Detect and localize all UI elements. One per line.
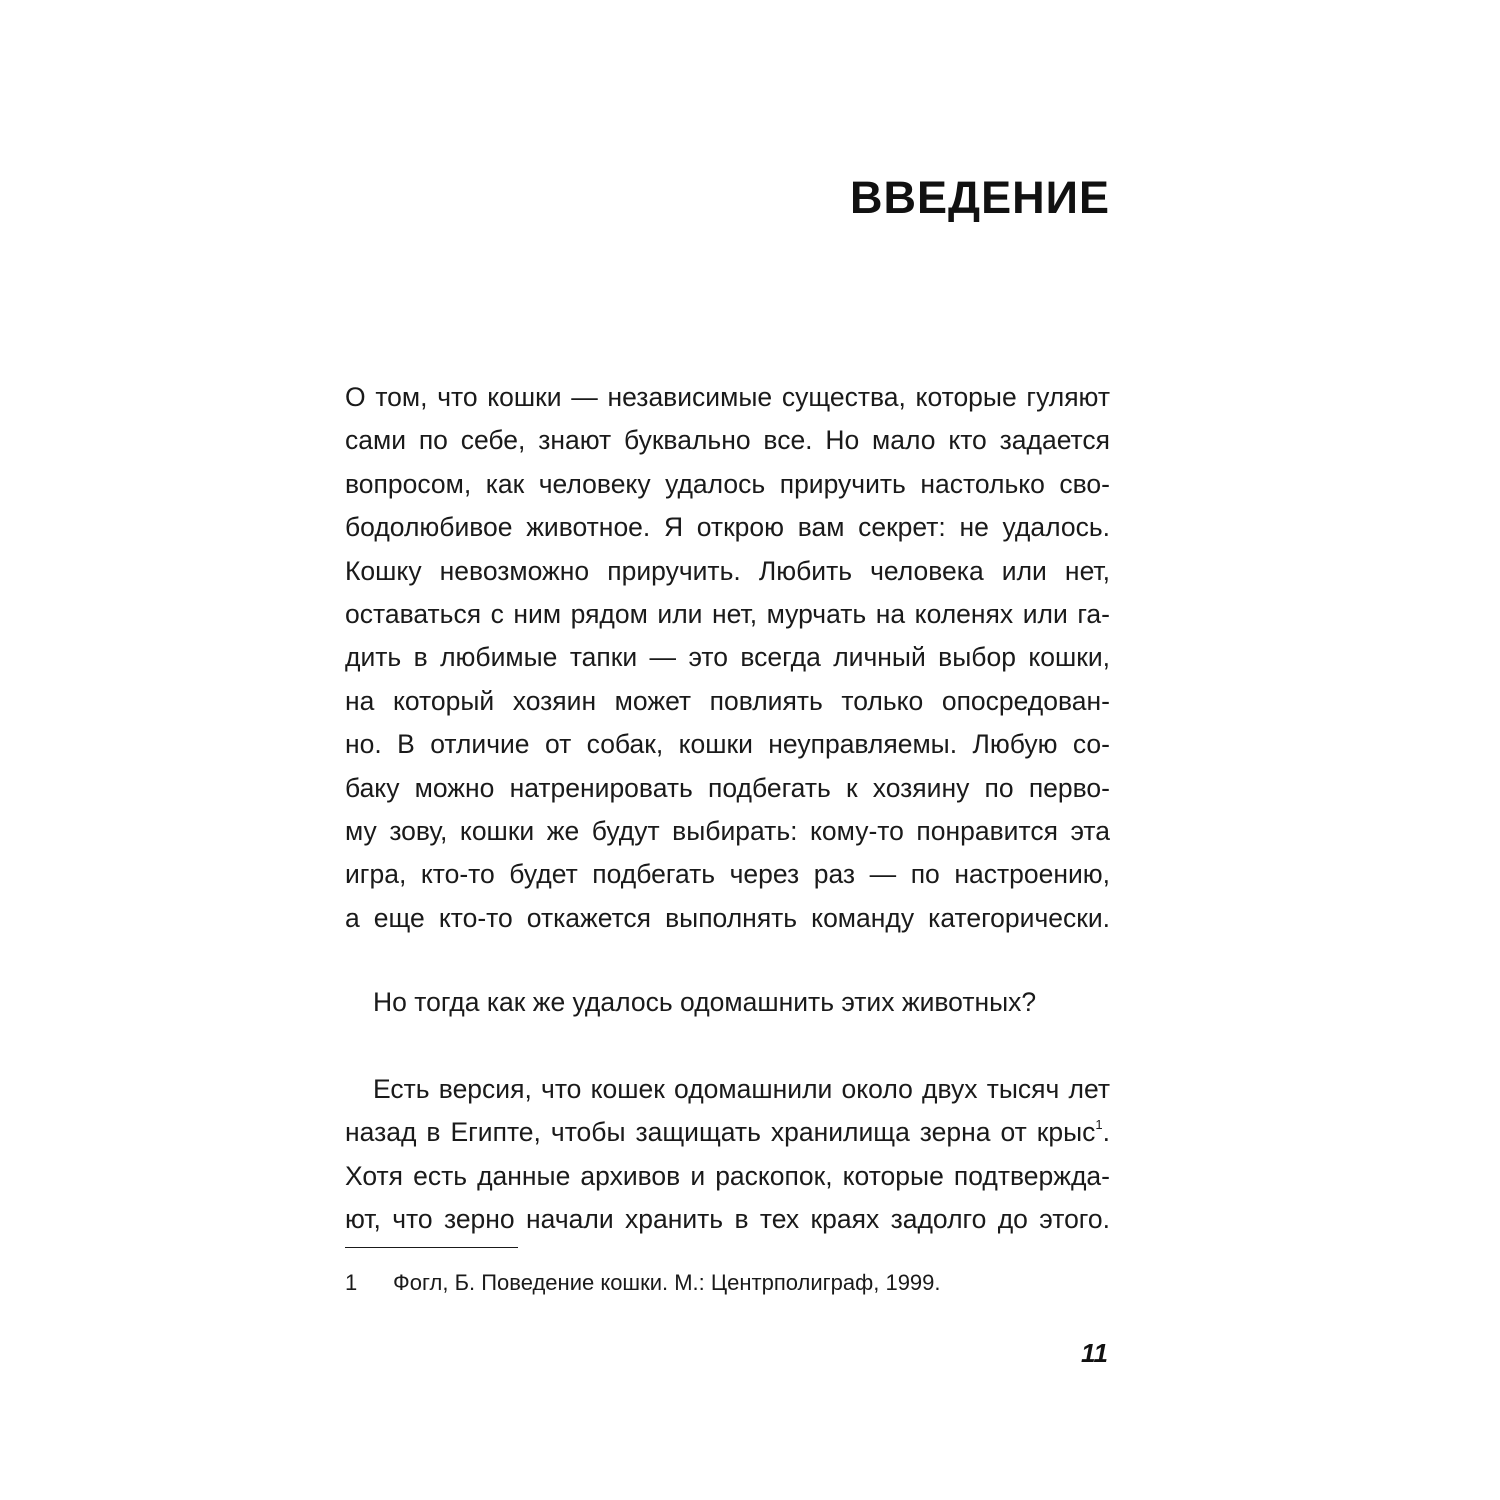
text-line: Но тогда как же удалось одомашнить этих животных?	[373, 987, 1037, 1017]
text-segment: .	[1102, 1117, 1110, 1148]
text-line-with-footnote	[345, 1111, 1110, 1154]
text-line: оставаться с ним рядом или нет, мурчать на коленях или га-	[345, 599, 1110, 630]
text-line: Есть версия, что кошек одомашнили около двух тысяч лет	[373, 1074, 1110, 1104]
text-line: баку можно натренировать подбегать к хозяину по перво-	[345, 772, 1110, 803]
text-line: вопросом, как человеку удалось приручить настолько сво-	[345, 468, 1110, 499]
footnote-divider	[345, 1247, 518, 1248]
text-segment: назад в Египте, чтобы защищать хранилища зерна от крыс	[345, 1117, 1096, 1148]
paragraph-1	[345, 376, 1110, 940]
chapter-title: ВВЕДЕНИЕ	[850, 172, 1110, 223]
text-line: игра, кто-то будет подбегать через раз — по настроению,	[345, 859, 1110, 890]
footnote	[345, 1266, 941, 1300]
paragraph-2	[345, 981, 1110, 1024]
text-line: а еще кто-то откажется выполнять команду категорически.	[345, 902, 1110, 933]
text-line: но. В отличие от собак, кошки неуправляемы. Любую со-	[345, 729, 1110, 760]
text-line: Хотя есть данные архивов и раскопок, которые подтвержда-	[345, 1160, 1110, 1191]
footnote-reference[interactable]: 1	[1095, 1117, 1103, 1133]
text-line: дить в любимые тапки — это всегда личный выбор кошки,	[345, 642, 1110, 673]
page-number: 11	[1081, 1338, 1108, 1368]
text-line: ют, что зерно начали хранить в тех краях задолго до этого.	[345, 1204, 1110, 1235]
footnote-text: Фогл, Б. Поведение кошки. М.: Центрполиграф, 1999.	[393, 1270, 941, 1295]
text-line: Кошку невозможно приручить. Любить человека или нет,	[345, 555, 1110, 586]
text-line: на который хозяин может повлиять только опосредован-	[345, 685, 1110, 716]
text-line: сами по себе, знают буквально все. Но мало кто задается	[345, 425, 1110, 456]
text-line: О том, что кошки — независимые существа, которые гуляют	[345, 382, 1110, 412]
text-line: му зову, кошки же будут выбирать: кому-то понравится эта	[345, 816, 1110, 847]
book-page	[345, 0, 1110, 1500]
footnote-number: 1	[345, 1270, 358, 1295]
text-line: бодолюбивое животное. Я открою вам секрет: не удалось.	[345, 512, 1110, 543]
paragraph-3	[345, 1068, 1110, 1242]
